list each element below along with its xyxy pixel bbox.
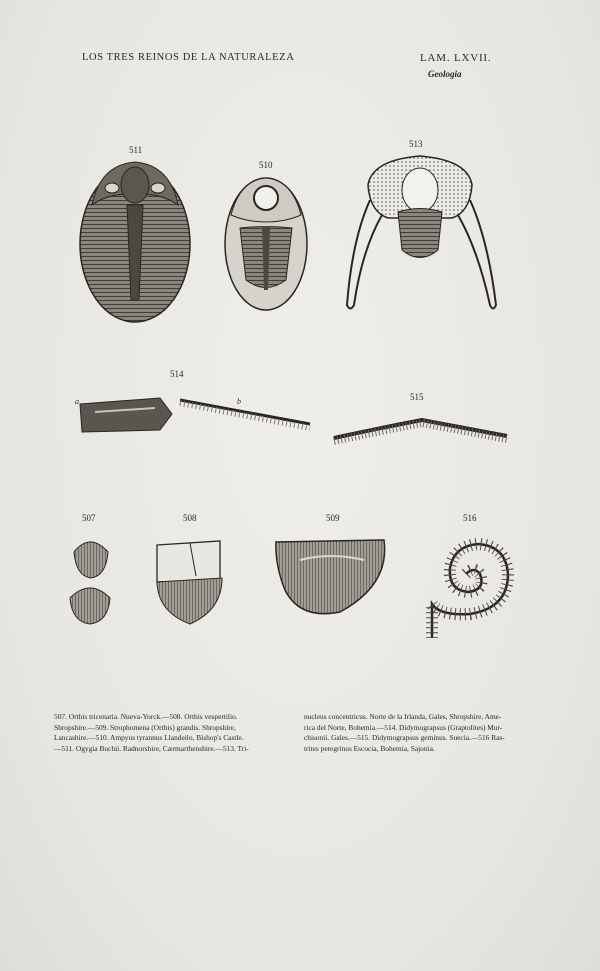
specimen-label-a: a	[75, 397, 79, 406]
figure-number-513: 513	[409, 139, 423, 149]
caption-line: Shropshire.—509. Strophomena (Orthis) grandis. Shropshire,	[54, 722, 236, 732]
caption-right-column	[304, 712, 549, 754]
brachiopod-508-drawing	[157, 541, 222, 624]
figure-number-509: 509	[326, 513, 340, 523]
caption-line: 507. Orthis tricenaria. Nueva-Yorck.—508. Orthis vespertilio.	[54, 712, 238, 721]
section-label: Geologia	[428, 69, 462, 79]
figure-number-511: 511	[129, 145, 143, 155]
caption-left-column	[54, 712, 297, 754]
graptolite-516-drawing	[432, 544, 508, 638]
graptolite-515-drawing	[334, 420, 507, 441]
figure-number-510: 510	[259, 160, 273, 170]
brachiopod-509-drawing	[276, 540, 385, 614]
figure-number-516: 516	[463, 513, 477, 523]
caption-line: Lancashire.—510. Ampyus tyrannus Llandeilo, Bishop's Castle.	[54, 733, 244, 743]
trilobite-513-drawing	[347, 156, 496, 309]
plate-number: LAM. LXVII.	[420, 52, 492, 64]
caption-line: rica del Norte, Bohemia.—514. Didymograpsus (Graptolites) Mur-	[304, 722, 503, 732]
figure-number-508: 508	[183, 513, 197, 523]
caption-line: chisonii. Gales.—515. Didymograpsus geminus. Suecia.—516 Ras-	[304, 733, 505, 743]
caption-line: —511. Ogygia Buchii. Radnorshire, Cærmarthenshire.—513. Tri-	[54, 743, 249, 753]
figure-number-507: 507	[82, 513, 96, 523]
brachiopod-507-drawing	[70, 542, 110, 624]
graptolite-514-drawing	[80, 398, 310, 432]
caption-line: nucleus concentricus. Norte de la Irlanda, Gales, Shropshire, Ame-	[304, 712, 502, 721]
caption-line: trites peregrinus Escocia, Bohemia, Sajonia.	[304, 743, 435, 753]
trilobite-510-drawing	[225, 178, 307, 310]
figure-number-514: 514	[170, 369, 184, 379]
specimen-label-b: b	[237, 397, 241, 406]
figure-number-515: 515	[410, 392, 424, 402]
trilobite-511-drawing	[80, 162, 190, 322]
book-title: LOS TRES REINOS DE LA NATURALEZA	[82, 52, 295, 63]
